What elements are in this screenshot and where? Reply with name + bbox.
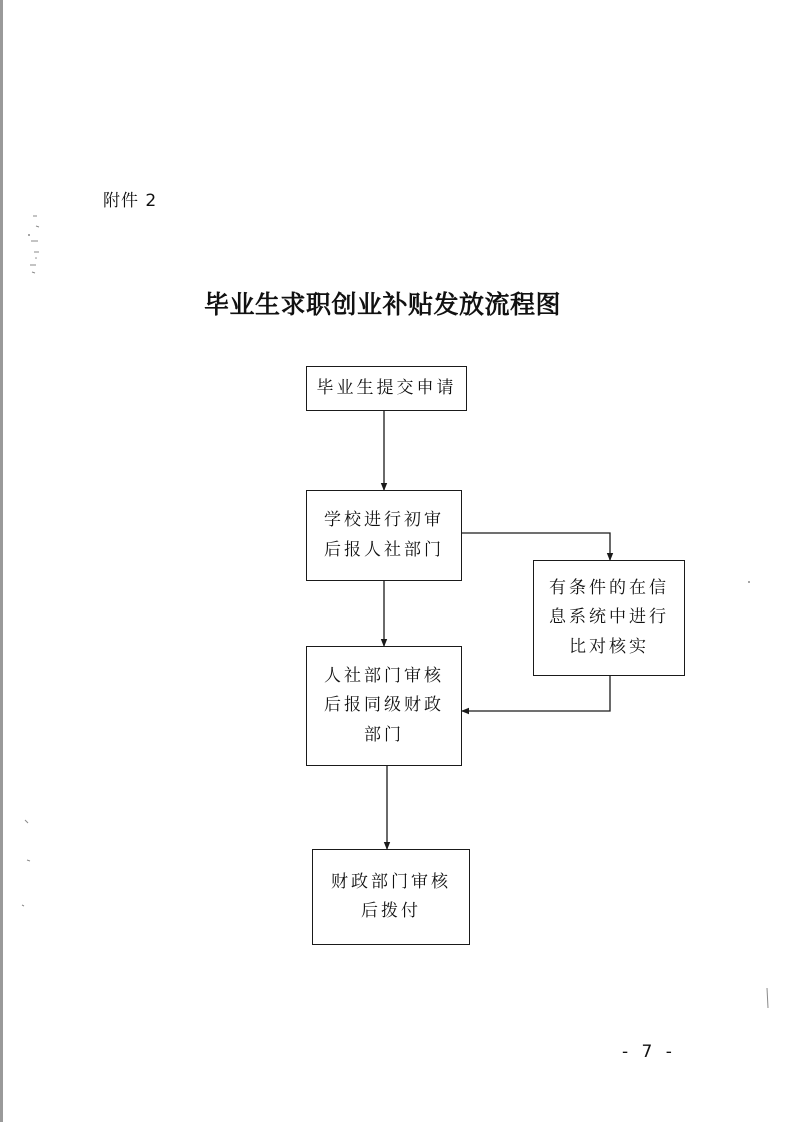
page-number: - 7 - bbox=[622, 1042, 676, 1062]
node-school-review bbox=[306, 490, 462, 581]
node-text: 后报人社部门 bbox=[324, 539, 444, 560]
node-finance-review bbox=[312, 849, 470, 945]
node-info-system-check bbox=[533, 560, 685, 676]
node-submit-application bbox=[306, 366, 467, 411]
edge-school-to-info-system bbox=[462, 533, 610, 560]
node-text: 部门 bbox=[364, 724, 404, 745]
node-text: 后报同级财政 bbox=[324, 695, 444, 716]
page-title: 毕业生求职创业补贴发放流程图 bbox=[204, 290, 562, 319]
edge-info-system-to-hr bbox=[462, 676, 610, 711]
node-text: 毕业生提交申请 bbox=[316, 377, 457, 398]
attachment-label: 附件 2 bbox=[103, 191, 158, 211]
node-text: 人社部门审核 bbox=[324, 666, 444, 687]
node-text: 比对核实 bbox=[569, 636, 649, 657]
node-text: 财政部门审核 bbox=[331, 871, 451, 892]
node-text: 学校进行初审 bbox=[324, 510, 444, 531]
node-text: 有条件的在信 bbox=[549, 578, 669, 599]
node-text: 息系统中进行 bbox=[549, 607, 669, 628]
node-hr-review bbox=[306, 646, 462, 766]
node-text: 后拨付 bbox=[361, 901, 421, 921]
